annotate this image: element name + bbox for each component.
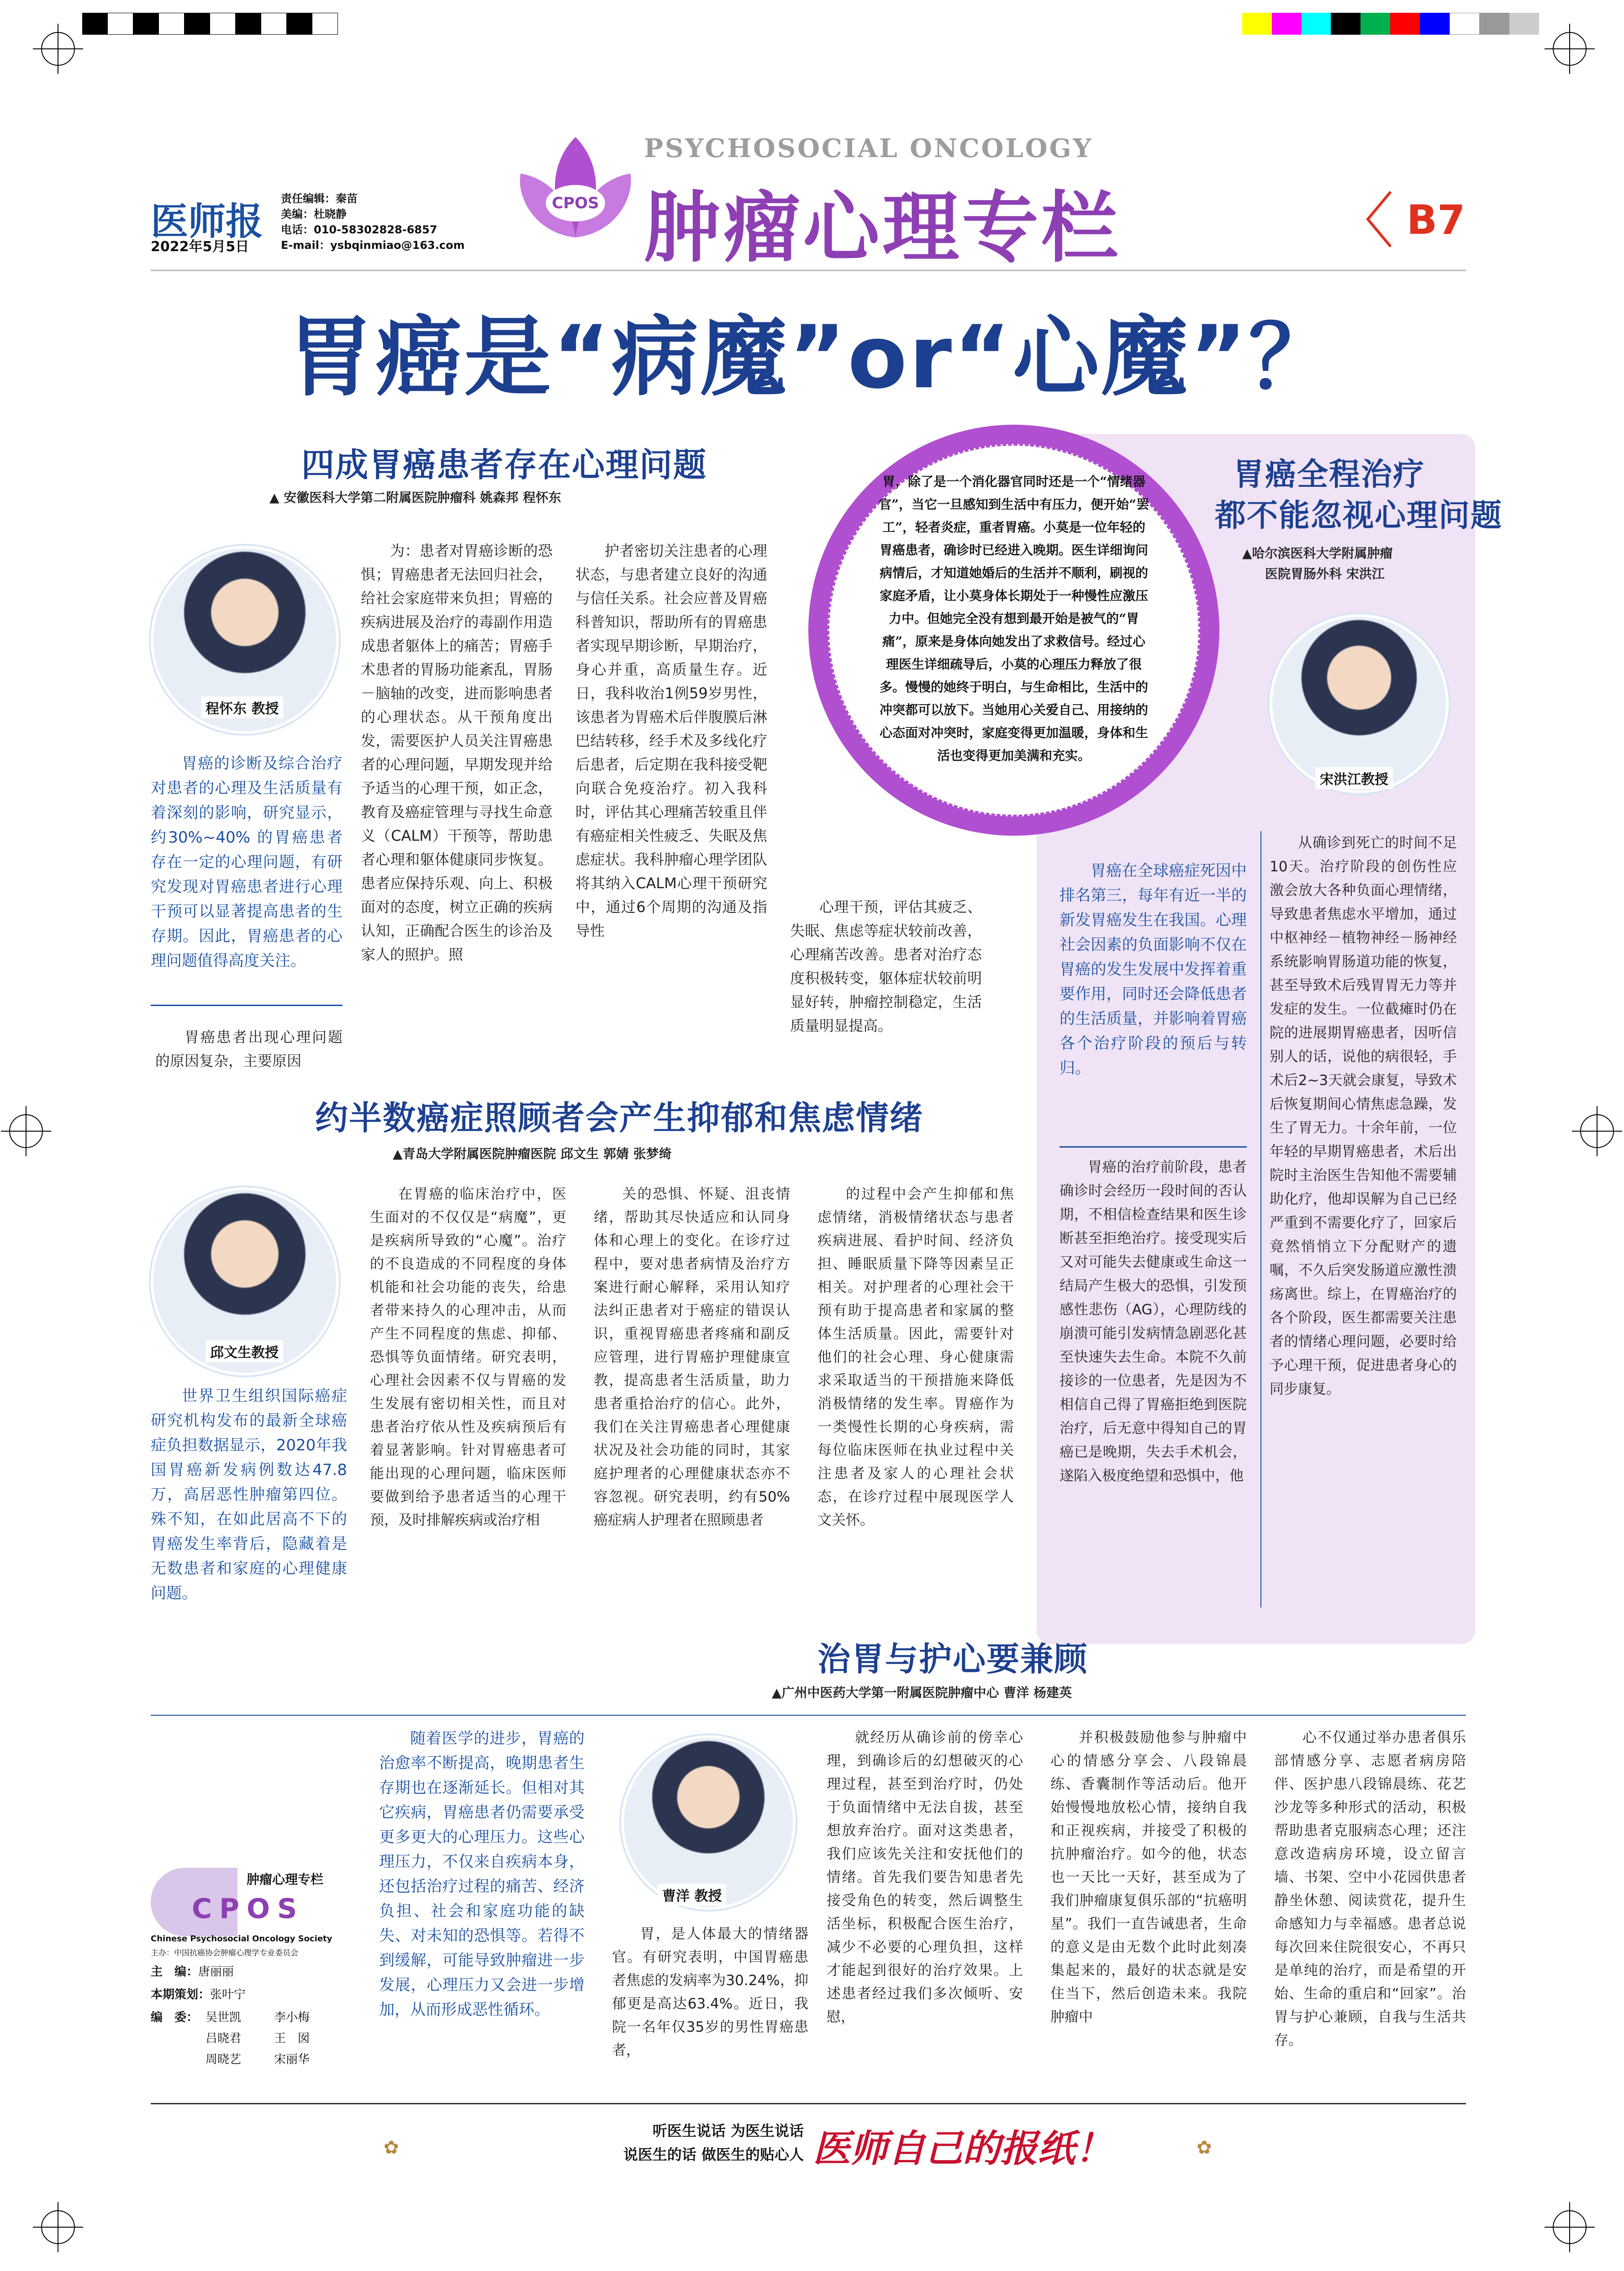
registration-mark-bottom-right (1553, 2210, 1587, 2244)
column-title-en: PSYCHOSOCIAL ONCOLOGY (644, 133, 1093, 163)
article4-photo-caption: 曹洋 教授 (658, 1884, 726, 1906)
registration-mark-bottom-left (41, 2210, 75, 2244)
cpos-box-header: 肿瘤心理专栏 (247, 1872, 324, 1887)
article4-author: ▲广州中医药大学第一附属医院肿瘤中心 曹洋 杨建英 (772, 1685, 1072, 1700)
article3-title-line1: 胃癌全程治疗 (1233, 457, 1425, 493)
cpos-box-member: 吕晓君 (206, 2032, 242, 2045)
cpos-box-planner-label: 本期策划： (151, 1988, 211, 2002)
registration-mark-mid-right (1580, 1114, 1614, 1148)
credit-phone: 电话：010-58302828-6857 (281, 223, 438, 236)
lotus-icon (507, 123, 644, 260)
article1-summary-rule (151, 1005, 343, 1006)
color-calibration-bar (1242, 13, 1539, 35)
article3-col-right: 从确诊到死亡的时间不足10天。治疗阶段的创伤性应激会放大各种负面心理情绪，导致患者焦虑水平增加，通过中枢神经－植物神经－肠神经系统影响胃肠道功能的恢复，甚至导致术后残胃胃无力等并发症的发生。一位截瘫时仍在院的进展期胃癌患者，因听信别人的话，说他的病很轻，手术后2~3天就会康复，导致术后恢复期间心情焦虑急躁，发生了胃无力。十余年前，一位年轻的早期胃癌患者，术后出院时主治医生告知他不需要辅助化疗，他却误解为自己已经严重到不需要化疗了，回家后竟然悄悄立下分配财产的遗嘱，不久后突发肠道应激性溃疡离世。综上，在胃癌治疗的各个阶段，医生都需要关注患者的情绪心理问题，必要时给予心理干预，促进患者身心的同步康复。 (1270, 835, 1457, 1397)
page-number-bracket (1366, 190, 1393, 249)
cpos-box-planner: 张叶宁 (210, 1988, 246, 2002)
footer-rule (151, 2103, 1466, 2104)
article4-summary: 随着医学的进步，胃癌的治愈率不断提高，晚期患者生存期也在逐渐延长。但相对其它疾病，胃癌患者仍需要承受更多更大的心理压力。这些心理压力，不仅来自疾病本身，还包括治疗过程的痛苦、经济负担、社会和家庭功能的缺失、对未知的恐惧等。若得不到缓解，可能导致肿瘤进一步发展，心理压力又会进一步增加，从而形成恶性循环。 (379, 1729, 585, 2019)
cpos-box-member: 宋丽华 (274, 2053, 310, 2066)
article2-col1: 在胃癌的临床治疗中，医生面对的不仅仅是“病魔”，更是疾病所导致的“心魔”。治疗的不良造成的不同程度的身体机能和社会功能的丧失，给患者带来持久的心理冲击，从而产生不同程度的焦虑、抑郁、恐惧等负面情绪。研究表明，心理社会因素不仅与胃癌的发生发展有密切相关性，而且对患者治疗依从性及疾病预后有着显著影响。针对胃癌患者可能出现的心理问题，临床医师要做到给予患者适当的心理干预，及时排解疾病或治疗相 (370, 1186, 566, 1528)
article1-summary: 胃癌的诊断及综合治疗对患者的心理及生活质量有着深刻的影响，研究显示，约30%~40% 的胃癌患者存在一定的心理问题，有研究发现对胃癌患者进行心理干预可以显著提高患者的生存期。因此，胃癌患者的心理问题值得高度关注。 (151, 754, 343, 970)
credit-email: E-mail：ysbqinmiao@163.com (281, 239, 465, 252)
article1-title: 四成胃癌患者存在心理问题 (301, 446, 707, 484)
cpos-box-society: Chinese Psychosocial Oncology Society (151, 1934, 332, 1944)
headline: 胃癌是“病魔”or“心魔”？ (287, 307, 1337, 408)
registration-mark-top-right (1553, 32, 1587, 66)
cpos-box-member: 吴世凯 (206, 2011, 242, 2024)
cpos-box-planner-row (151, 1984, 246, 2005)
article4-title: 治胃与护心要兼顾 (817, 1640, 1088, 1678)
column-title-cn: 肿瘤心理专栏 (644, 183, 1121, 273)
cpos-box-logo-text: CPOS (192, 1893, 305, 1925)
article4-col3: 并积极鼓励他参与肿瘤中心的情感分享会、八段锦晨练、香囊制作等活动后。他开始慢慢地放松心情，接纳自我和正视疾病，并接受了积极的抗肿瘤治疗。如今的他，状态也一天比一天好，甚至成为了我们肿瘤康复俱乐部的“抗癌明星”。我们一直告诫患者，生命的意义是由无数个此时此刻凑集起来的，最好的状态就是安住当下，然后创造未来。我院肿瘤中 (1050, 1729, 1247, 2025)
article4-top-rule (151, 1715, 1466, 1716)
article1-col3: 护者密切关注患者的心理状态，与患者建立良好的沟通与信任关系。社会应普及胃癌科普知识，帮助所有的胃癌患者实现早期诊断，早期治疗，身心并重，高质量生存。近日，我科收治1例59岁男性，该患者为胃癌术后伴腹膜后淋巴结转移，经手术及多线化疗后患者，后定期在我科接受靶向联合免疫治疗。初入我科时，评估其心理痛苦较重且伴有癌症相关性疲乏、失眠及焦虑症状。我科肿瘤心理学团队将其纳入CALM心理干预研究中，通过6个周期的沟通及指导性 (575, 542, 767, 939)
article2-photo-caption: 邱文生教授 (206, 1340, 283, 1362)
masthead-rule (151, 269, 1466, 271)
article2-col3: 的过程中会产生抑郁和焦虑情绪，消极情绪状态与患者疾病进展、看护时间、经济负担、睡眠质量下降等因素呈正相关。对护理者的心理社会干预有助于提高患者和家属的整体生活质量。因此，需要针对他们的社会心理、身心健康需求采取适当的干预措施来降低消极情绪的发生率。胃癌作为一类慢性长期的心身疾病，需每位临床医师在执业过程中关注患者及家人的心理社会状态，在诊疗过程中展现医学人文关怀。 (817, 1186, 1014, 1528)
article4-col2: 就经历从确诊前的傍幸心理，到确诊后的幻想破灭的心理过程，甚至到治疗时，仍处于负面情绪中无法自拔，甚至想放弃治疗。面对这类患者，我们应该先关注和安抚他们的情绪。首先我们要告知患者先接受角色的转变，然后调整生活坐标，积极配合医生治疗，减少不必要的心理负担，这样才能起到很好的治疗效果。上述患者经过我们多次倾听、安慰， (827, 1729, 1023, 2025)
article3-author-photo (1270, 614, 1449, 793)
footer-slogan-lines (539, 2119, 804, 2166)
footer-ornament-left: ✿ (384, 2137, 399, 2158)
article2-title: 约半数癌症照顾者会产生抑郁和焦虑情绪 (315, 1099, 924, 1137)
article4-col1: 胃，是人体最大的情绪器官。有研究表明，中国胃癌患者焦虑的发病率为30.24%，抑郁更是高达63.4%。近日，我院一名年仅35岁的男性胃癌患者， (612, 1926, 808, 2059)
masthead-credits (281, 191, 464, 253)
article4-col4: 心不仅通过举办患者俱乐部情感分享、志愿者病房陪伴、医护患八段锦晨练、花艺沙龙等多种形式的活动，积极帮助患者克服病态心理；还注意改造病房环境，设立留言墙、书架、空中小花园供患者静坐休憩、阅读赏花，提升生命感知力与幸福感。患者总说每次回来住院很安心，不再只是单纯的治疗，而是希望的开始、生命的重启和“回家”。治胃与护心兼顾，自我与生活共存。 (1274, 1729, 1466, 2049)
article1-col1: 胃癌患者出现心理问题的原因复杂，主要原因 (155, 1028, 343, 1070)
footer-line1: 听医生说话 为医生说话 (652, 2122, 804, 2139)
cpos-box-member: 王 囡 (274, 2032, 310, 2045)
footer-slogan: 医师自己的报纸！ (813, 2127, 1113, 2171)
article1-photo-caption: 程怀东 教授 (201, 696, 283, 718)
cpos-box-editor: 唐丽丽 (198, 1965, 234, 1979)
credit-art: 美编：杜晓静 (281, 208, 347, 221)
circle-story-ring (808, 425, 1219, 836)
registration-mark-mid-left (9, 1114, 43, 1148)
article2-author: ▲青岛大学附属医院肿瘤医院 邱文生 郭婧 张梦绮 (393, 1146, 672, 1161)
top-print-bar (82, 13, 338, 35)
cpos-logo-text: CPOS (552, 194, 599, 212)
cpos-box-member: 李小梅 (274, 2011, 310, 2024)
cpos-box-editor-label: 主 编： (151, 1965, 199, 1979)
cpos-info-box (151, 1868, 347, 2087)
credit-editor: 责任编辑：秦苗 (281, 192, 358, 205)
article2-col2: 关的恐惧、怀疑、沮丧情绪，帮助其尽快适应和认同身体和心理上的变化。在诊疗过程中，要对患者病情及治疗方案进行耐心解释，采用认知疗法纠正患者对于癌症的错误认识，重视胃癌患者疼痛和副反应管理，进行胃癌护理健康宣教，提高患者生活质量，助力患者重拾治疗的信心。此外，我们在关注胃癌患者心理健康状况及社会功能的同时，其家庭护理者的心理健康状态亦不容忽视。研究表明，约有50%癌症病人护理者在照顾患者 (594, 1186, 790, 1528)
article3-title-line2: 都不能忽视心理问题 (1215, 498, 1503, 534)
paper-name: 医师报 (151, 200, 264, 243)
article1-col2: 为：患者对胃癌诊断的恐惧；胃癌患者无法回归社会，给社会家庭带来负担；胃癌的疾病进展及治疗的毒副作用造成患者躯体上的痛苦；胃癌手术患者的胃肠功能紊乱，胃肠－脑轴的改变，进而影响患者的心理状态。从干预角度出发，需要医护人员关注胃癌患者的心理问题，早期发现并给予适当的心理干预，如正念，教育及癌症管理与寻找生命意义（CALM）干预等，帮助患者心理和躯体健康同步恢复。患者应保持乐观、向上、积极面对的态度，树立正确的疾病认知，正确配合医生的诊治及家人的照护。照 (361, 542, 553, 963)
article2-summary: 世界卫生组织国际癌症研究机构发布的最新全球癌症负担数据显示，2020年我国胃癌新发病例数达47.8万，高居恶性肿瘤第四位。殊不知，在如此居高不下的胃癌发生率背后，隐藏着是无数患者和家庭的心理健康问题。 (151, 1387, 347, 1602)
issue-date: 2022年5月5日 (151, 239, 249, 255)
article3-photo-caption: 宋洪江教授 (1315, 767, 1393, 789)
footer-ornament-right: ✿ (1197, 2137, 1212, 2158)
circle-story-text: 胃，除了是一个消化器官同时还是一个“情绪器官”，当它一旦感知到生活中有压力，便开始“罢工”，轻者炎症，重者胃癌。小莫是一位年轻的胃癌患者，确诊时已经进入晚期。医生详细询问病情后，才知道她婚后的生活并不顺利，刷视的家庭矛盾，让小莫身体长期处于一种慢性应激压力中。但她完全没有想到最开始是被气的“胃痛”，原来是身体向她发出了求救信号。经过心理医生详细疏导后，小莫的心理压力释放了很多。慢慢的她终于明白，与生命相比，生活中的冲突都可以放下。当她用心关爱自己、用接纳的心态面对冲突时，家庭变得更加温暖，身体和生活也变得更加美满和充实。 (878, 474, 1149, 763)
footer-line2: 说医生的话 做医生的贴心人 (623, 2146, 804, 2163)
cpos-box-members (206, 2007, 343, 2070)
article1-author: ▲ 安徽医科大学第二附属医院肿瘤科 姚森邦 程怀东 (269, 490, 561, 505)
registration-mark-top-left (41, 32, 75, 66)
article3-col-left: 胃癌的治疗前阶段，患者确诊时会经历一段时间的否认期，不相信检查结果和医生诊断甚至拒绝治疗。接受现实后又对可能失去健康或生命这一结局产生极大的恐惧，引发预感性悲伤（AG），心理防线的崩溃可能引发病情急剧恶化甚至快速失去生命。本院不久前接诊的一位患者，先是因为不相信自己得了胃癌拒绝到医院治疗，后无意中得知自己的胃癌已是晚期，失去手术机会，遂陷入极度绝望和恐惧中，他 (1060, 1159, 1247, 1484)
cpos-lotus-logo (507, 123, 644, 260)
cpos-box-host: 主办：中国抗癌协会肿瘤心理学专业委员会 (151, 1949, 298, 1958)
cpos-box-editor-row (151, 1961, 234, 1982)
article3-column-rule (1260, 831, 1261, 1607)
cpos-box-member: 周晓艺 (206, 2053, 242, 2066)
page-number: B7 (1407, 196, 1466, 243)
article3-summary: 胃癌在全球癌症死因中排名第三，每年有近一半的新发胃癌发生在我国。心理社会因素的负面影响不仅在胃癌的发生发展中发挥着重要作用，同时还会降低患者的生活质量，并影响着胃癌各个治疗阶段的预后与转归。 (1060, 862, 1247, 1077)
article3-author-line1: ▲哈尔滨医科大学附属肿瘤 (1242, 546, 1393, 561)
cpos-box-members-label: 编 委： (151, 2011, 199, 2024)
article3-author-line2: 医院胃肠外科 宋洪江 (1265, 566, 1385, 581)
article3-summary-rule (1060, 1146, 1247, 1148)
article1-col4: 心理干预，评估其疲乏、失眠、焦虑等症状较前改善，心理痛苦改善。患者对治疗态度积极转变，躯体症状较前明显好转，肿瘤控制稳定，生活质量明显提高。 (790, 898, 982, 1034)
